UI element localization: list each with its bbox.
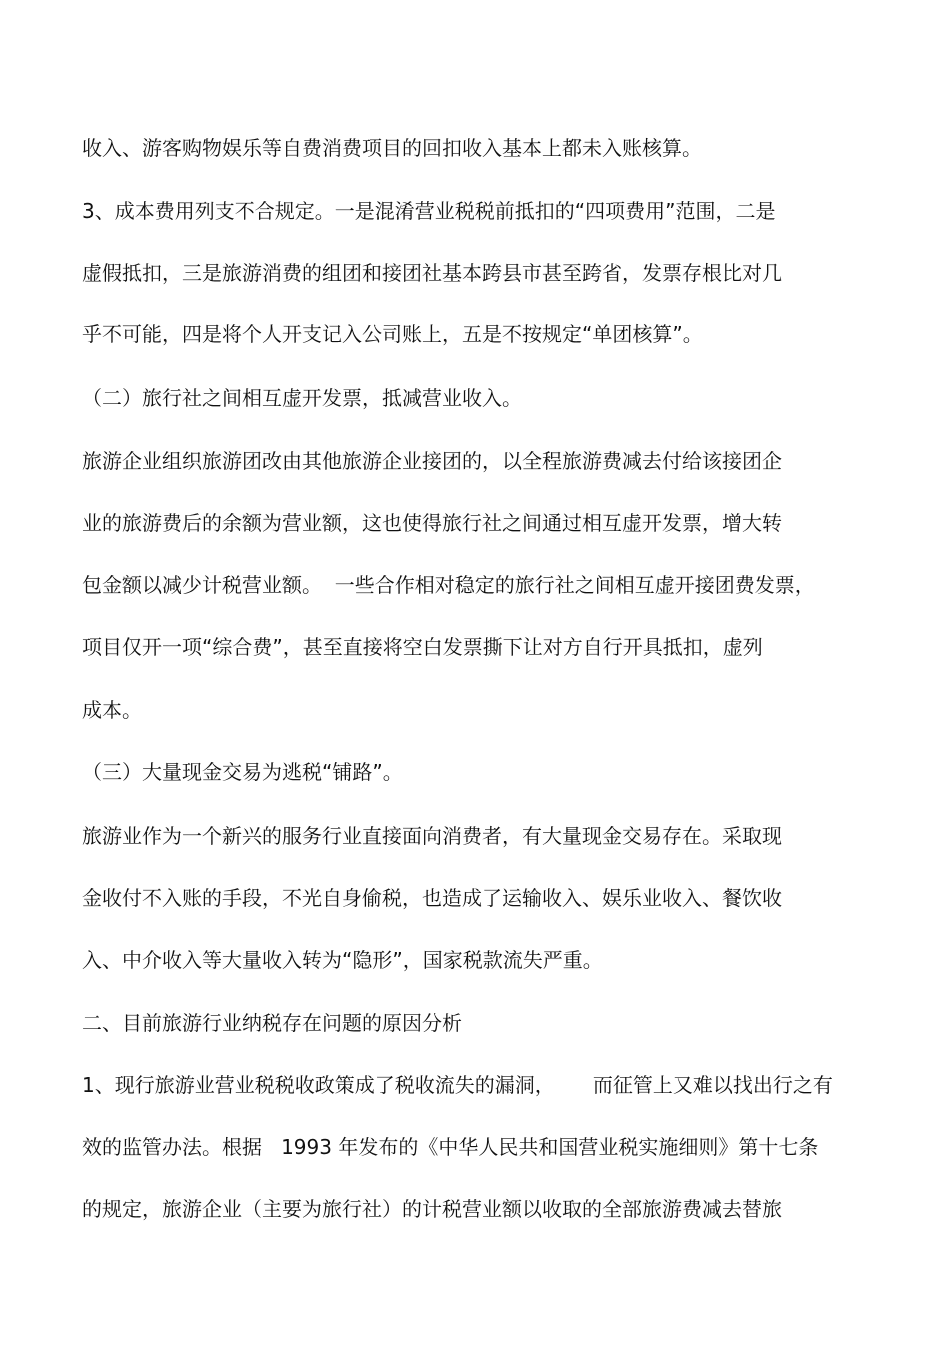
text-line: 金收付不入账的手段，不光自身偷税，也造成了运输收入、娱乐业收入、餐饮收 (82, 886, 782, 910)
text-line: 3、成本费用列支不合规定。一是混淆营业税税前抵扣的“四项费用”范围，二是 (82, 199, 776, 223)
text-line: 旅游业作为一个新兴的服务行业直接面向消费者，有大量现金交易存在。采取现 (82, 824, 782, 848)
text-line: 1、现行旅游业营业税税收政策成了税收流失的漏洞， 而征管上又难以找出行之有 (82, 1073, 833, 1097)
text-line: 收入、游客购物娱乐等自费消费项目的回扣收入基本上都未入账核算。 (82, 136, 702, 160)
text-line: 虚假抵扣，三是旅游消费的组团和接团社基本跨县市甚至跨省，发票存根比对几 (82, 261, 782, 285)
text-line: 入、中介收入等大量收入转为“隐形”，国家税款流失严重。 (82, 948, 603, 972)
text-line: 项目仅开一项“综合费”，甚至直接将空白发票撕下让对方自行开具抵扣，虚列 (82, 635, 763, 659)
text-line: 成本。 (82, 698, 142, 722)
text-line: 的规定，旅游企业（主要为旅行社）的计税营业额以收取的全部旅游费减去替旅 (82, 1197, 782, 1221)
text-line: 业的旅游费后的余额为营业额，这也使得旅行社之间通过相互虚开发票，增大转 (82, 511, 782, 535)
text-line: 乎不可能，四是将个人开支记入公司账上，五是不按规定“单团核算”。 (82, 322, 703, 346)
section-heading: 二、目前旅游行业纳税存在问题的原因分析 (82, 1011, 462, 1035)
section-heading: （二）旅行社之间相互虚开发票，抵减营业收入。 (82, 386, 522, 410)
text-line: 旅游企业组织旅游团改由其他旅游企业接团的，以全程旅游费减去付给该接团企 (82, 449, 782, 473)
section-heading: （三）大量现金交易为逃税“铺路”。 (82, 760, 403, 784)
text-line: 包金额以减少计税营业额。 一些合作相对稳定的旅行社之间相互虚开接团费发票， (82, 573, 815, 597)
text-line: 效的监管办法。根据 1993 年发布的《中华人民共和国营业税实施细则》第十七条 (82, 1135, 819, 1159)
